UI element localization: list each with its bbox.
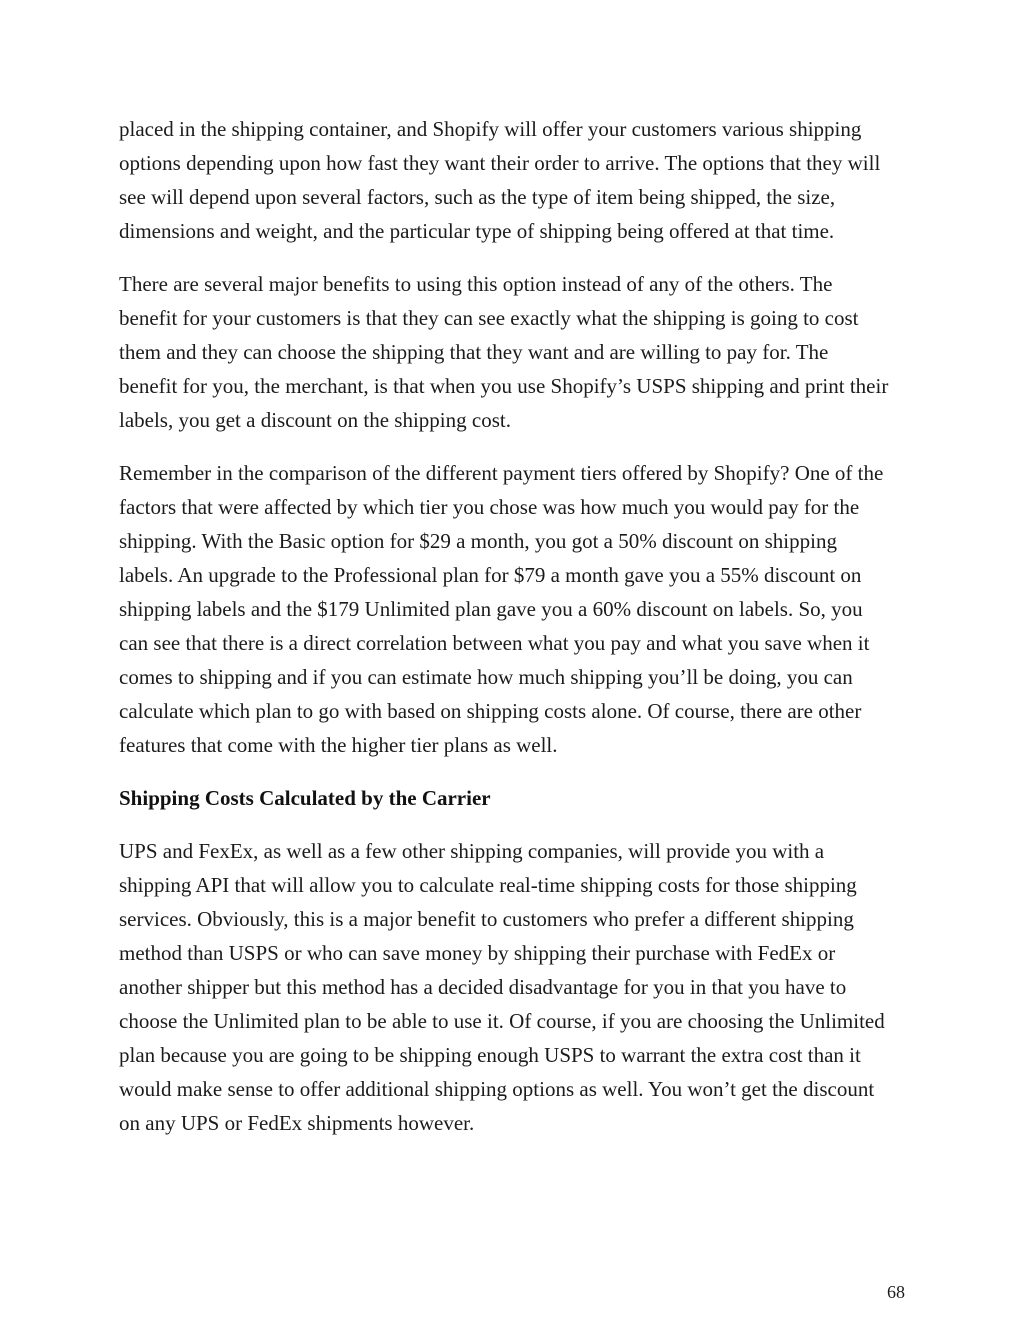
page-number: 68 bbox=[887, 1282, 905, 1302]
paragraph-major-benefits: There are several major benefits to using this option instead of any of the others. The benefit for your customers is that they can see exactly what the shipping is going to cost them and they can choose the shipping that they want and are willing to pay for. The benefit for you, the merchant, is that when you use Shopify’s USPS shipping and print their labels, you get a discount on the shipping cost. bbox=[119, 272, 889, 432]
paragraph-carrier-api: UPS and FexEx, as well as a few other shipping companies, will provide you with a shipping API that will allow you to calculate real-time shipping costs for those shipping services. Obviously, this is a major benefit to customers who prefer a different shipping method than USPS or who can save money by shipping their purchase with FedEx or another shipper but this method has a decided disadvantage for you in that you have to choose the Unlimited plan to be able to use it. Of course, if you are choosing the Unlimited plan because you are going to be shipping enough USPS to warrant the extra cost than it would make sense to offer additional shipping options as well. You won’t get the discount on any UPS or FedEx shipments however. bbox=[119, 839, 885, 1135]
paragraph-shipping-container: placed in the shipping container, and Shopify will offer your customers various shipping options depending upon how fast they want their order to arrive. The options that they will see will depend upon several factors, such as the type of item being shipped, the size, dimensions and weight, and the particular type of shipping being offered at that time. bbox=[119, 117, 881, 243]
paragraph-payment-tiers: Remember in the comparison of the different payment tiers offered by Shopify? One of the factors that were affected by which tier you chose was how much you would pay for the shipping. With the Basic option for $29 a month, you got a 50% discount on shipping labels. An upgrade to the Professional plan for $79 a month gave you a 55% discount on shipping labels and the $179 Unlimited plan gave you a 60% discount on labels. So, you can see that there is a direct correlation between what you pay and what you save when it comes to shipping and if you can estimate how much shipping you’ll be doing, you can calculate which plan to go with based on shipping costs alone. Of course, there are other features that come with the higher tier plans as well. bbox=[119, 461, 884, 757]
section-heading-carrier-costs: Shipping Costs Calculated by the Carrier bbox=[119, 786, 491, 810]
page-content bbox=[119, 112, 891, 1159]
